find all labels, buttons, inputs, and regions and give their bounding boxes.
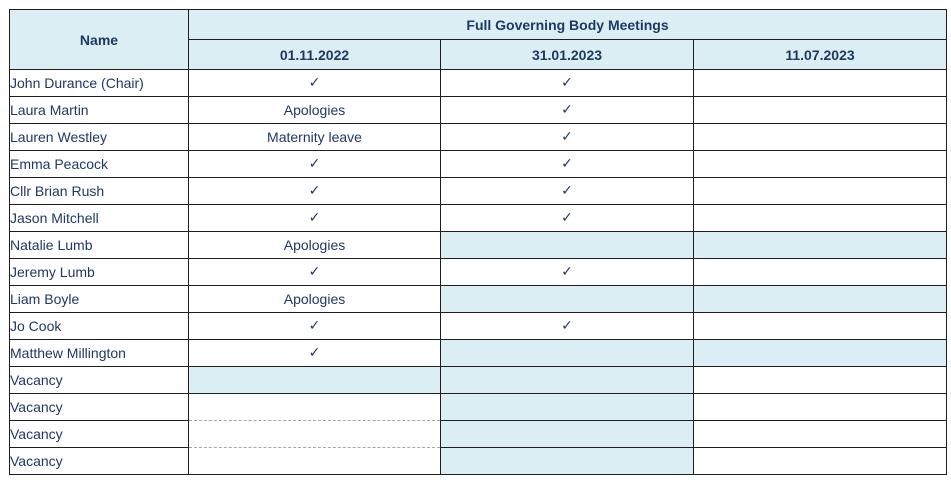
- attendance-cell: ✓: [189, 178, 441, 205]
- attendance-cell: [441, 340, 694, 367]
- attendance-cell: ✓: [441, 313, 694, 340]
- attendance-cell: ✓: [189, 340, 441, 367]
- attendance-cell: Apologies: [189, 286, 441, 313]
- table-row: [10, 232, 947, 259]
- attendance-cell: [694, 151, 947, 178]
- table-row: [10, 394, 947, 421]
- member-name: Jason Mitchell: [10, 205, 189, 232]
- attendance-cell: [441, 286, 694, 313]
- member-name: Vacancy: [10, 421, 189, 448]
- attendance-cell: ✓: [441, 97, 694, 124]
- attendance-cell: ✓: [189, 151, 441, 178]
- attendance-cell: [189, 394, 441, 421]
- attendance-cell: [694, 124, 947, 151]
- attendance-table: [9, 9, 947, 475]
- attendance-cell: ✓: [189, 205, 441, 232]
- table-row: [10, 367, 947, 394]
- attendance-cell: [694, 178, 947, 205]
- attendance-cell: Apologies: [189, 97, 441, 124]
- name-column-header: Name: [10, 10, 189, 70]
- attendance-cell: [441, 367, 694, 394]
- member-name: Vacancy: [10, 394, 189, 421]
- attendance-cell: [694, 232, 947, 259]
- attendance-cell: ✓: [441, 178, 694, 205]
- member-name: Emma Peacock: [10, 151, 189, 178]
- member-name: Vacancy: [10, 367, 189, 394]
- member-name: Lauren Westley: [10, 124, 189, 151]
- table-row: [10, 97, 947, 124]
- attendance-cell: ✓: [441, 70, 694, 97]
- attendance-cell: [694, 394, 947, 421]
- attendance-cell: [694, 205, 947, 232]
- date-column-header: 01.11.2022: [189, 40, 441, 70]
- date-column-header: 31.01.2023: [441, 40, 694, 70]
- member-name: John Durance (Chair): [10, 70, 189, 97]
- attendance-cell: ✓: [441, 124, 694, 151]
- attendance-cell: [441, 448, 694, 475]
- table-row: [10, 448, 947, 475]
- attendance-cell: [694, 367, 947, 394]
- table-row: [10, 286, 947, 313]
- member-name: Jeremy Lumb: [10, 259, 189, 286]
- member-name: Matthew Millington: [10, 340, 189, 367]
- attendance-cell: ✓: [189, 259, 441, 286]
- table-row: [10, 151, 947, 178]
- member-name: Jo Cook: [10, 313, 189, 340]
- table-row: [10, 124, 947, 151]
- meetings-group-header: Full Governing Body Meetings: [189, 10, 947, 40]
- attendance-cell: ✓: [441, 205, 694, 232]
- member-name: Laura Martin: [10, 97, 189, 124]
- attendance-cell: ✓: [189, 70, 441, 97]
- table-row: [10, 340, 947, 367]
- attendance-cell: [694, 340, 947, 367]
- attendance-cell: [694, 313, 947, 340]
- attendance-cell: Apologies: [189, 232, 441, 259]
- attendance-cell: [694, 421, 947, 448]
- attendance-cell: ✓: [441, 259, 694, 286]
- attendance-cell: [189, 448, 441, 475]
- table-row: [10, 421, 947, 448]
- attendance-cell: ✓: [441, 151, 694, 178]
- attendance-cell: [694, 286, 947, 313]
- date-column-header: 11.07.2023: [694, 40, 947, 70]
- attendance-cell: [441, 394, 694, 421]
- table-row: [10, 205, 947, 232]
- table-row: [10, 259, 947, 286]
- member-name: Liam Boyle: [10, 286, 189, 313]
- attendance-cell: [694, 259, 947, 286]
- attendance-cell: [441, 232, 694, 259]
- member-name: Vacancy: [10, 448, 189, 475]
- table-row: [10, 178, 947, 205]
- attendance-cell: Maternity leave: [189, 124, 441, 151]
- member-name: Natalie Lumb: [10, 232, 189, 259]
- attendance-cell: [441, 421, 694, 448]
- table-row: [10, 70, 947, 97]
- attendance-cell: ✓: [189, 313, 441, 340]
- attendance-cell: [694, 97, 947, 124]
- table-row: [10, 313, 947, 340]
- attendance-cell: [189, 367, 441, 394]
- member-name: Cllr Brian Rush: [10, 178, 189, 205]
- attendance-cell: [694, 448, 947, 475]
- attendance-cell: [189, 421, 441, 448]
- attendance-cell: [694, 70, 947, 97]
